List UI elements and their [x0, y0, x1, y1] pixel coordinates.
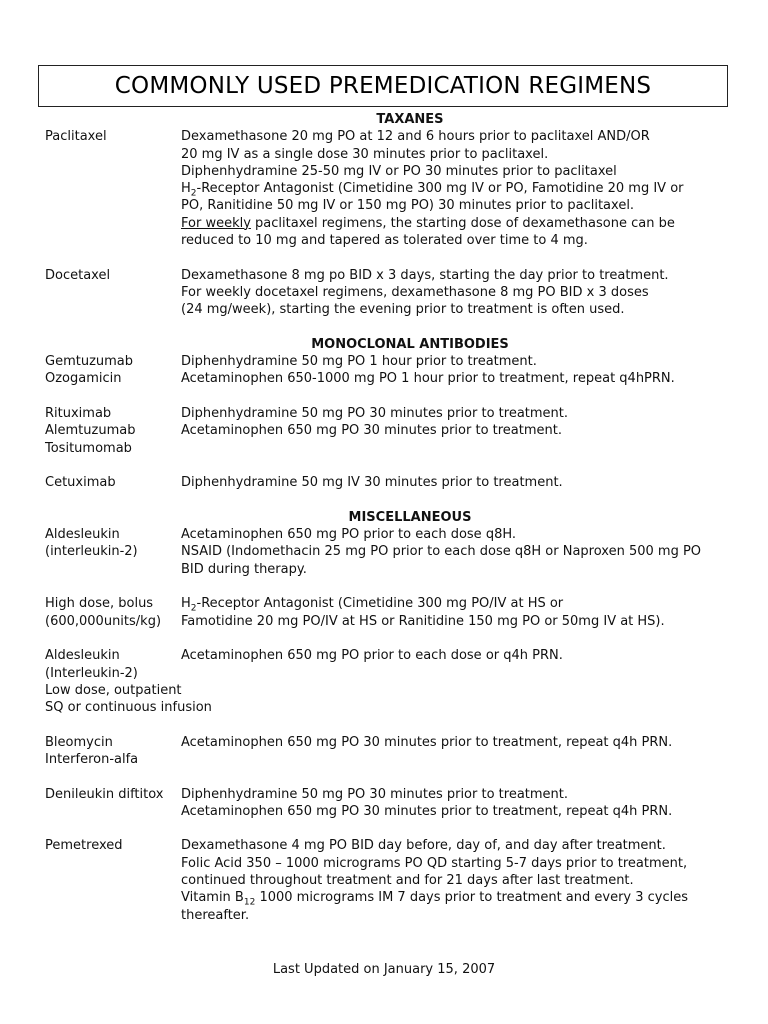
footer-last-updated: Last Updated on January 15, 2007: [272, 962, 496, 977]
drug-name-line: Tositumomab: [45, 440, 132, 456]
spacer: [45, 388, 725, 405]
page-title: COMMONLY USED PREMEDICATION REGIMENS: [114, 73, 652, 99]
regimen-line: Dexamethasone 20 mg PO at 12 and 6 hours prior to paclitaxel AND/OR: [181, 129, 650, 145]
regimen-row-denileukin: [45, 786, 725, 821]
drug-name-line: Denileukin diftitox: [45, 786, 164, 802]
regimen-text-fragment: -Receptor Antagonist (Cimetidine 300 mg IV or PO, Famotidine 20 mg IV or: [196, 181, 684, 197]
regimen-text: [181, 353, 725, 388]
regimen-line: Acetaminophen 650 mg PO 30 minutes prior to treatment, repeat q4h PRN.: [181, 734, 673, 750]
regimen-line: BID during therapy.: [181, 561, 307, 577]
drug-name-line: High dose, bolus: [45, 596, 154, 612]
drug-name-line: Docetaxel: [45, 267, 111, 283]
drug-name-line: Bleomycin: [45, 734, 113, 750]
drug-name-line: SQ or continuous infusion: [45, 700, 212, 716]
drug-name: [45, 405, 181, 457]
regimen-line: Famotidine 20 mg PO/IV at HS or Ranitidine 150 mg PO or 50mg IV at HS).: [181, 613, 665, 629]
subscript: 2: [190, 603, 197, 614]
regimen-line: Diphenhydramine 50 mg PO 1 hour prior to treatment.: [181, 354, 537, 370]
subscript: 12: [243, 897, 256, 908]
spacer: [45, 319, 725, 336]
regimen-row-bleomycin: [45, 734, 725, 769]
regimen-line: [181, 889, 725, 906]
drug-name-line: Aldesleukin: [45, 648, 120, 664]
drug-name-line: Paclitaxel: [45, 129, 107, 145]
drug-name-line: (Interleukin-2): [45, 665, 138, 681]
regimen-line: Acetaminophen 650 mg PO prior to each dose q8H.: [181, 527, 517, 543]
regimen-line: Acetaminophen 650-1000 mg PO 1 hour prior to treatment, repeat q4hPRN.: [181, 371, 675, 387]
regimen-line: Dexamethasone 8 mg po BID x 3 days, starting the day prior to treatment.: [181, 267, 669, 283]
regimen-row-gemtuzumab: [45, 353, 725, 388]
regimen-line: thereafter.: [181, 907, 250, 923]
title-box: [38, 65, 728, 107]
regimen-line: (24 mg/week), starting the evening prior to treatment is often used.: [181, 302, 625, 318]
regimen-line: Acetaminophen 650 mg PO 30 minutes prior to treatment, repeat q4h PRN.: [181, 803, 673, 819]
regimen-row-rituximab: [45, 405, 725, 457]
regimen-row-cetuximab: [45, 474, 725, 491]
regimen-line: PO, Ranitidine 50 mg IV or 150 mg PO) 30 minutes prior to paclitaxel.: [181, 198, 635, 214]
spacer: [45, 492, 725, 509]
regimen-row-aldesleukin: [45, 526, 725, 578]
regimen-row-aldesleukin-low-dose: [45, 647, 725, 716]
drug-name-line: Aldesleukin: [45, 527, 120, 543]
regimen-text: [181, 734, 725, 769]
regimen-text-fragment: 1000 micrograms IM 7 days prior to treatment and every 3 cycles: [255, 890, 689, 906]
regimen-line: Acetaminophen 650 mg PO prior to each dose or q4h PRN.: [181, 648, 563, 664]
spacer: [45, 716, 725, 733]
drug-name: [45, 837, 181, 923]
regimen-row-pemetrexed: [45, 837, 725, 923]
regimen-line: Folic Acid 350 – 1000 micrograms PO QD starting 5-7 days prior to treatment,: [181, 855, 688, 871]
drug-name-line: (600,000units/kg): [45, 613, 162, 629]
regimen-text-fragment: H: [181, 181, 191, 197]
regimen-text: [181, 837, 725, 923]
regimen-line: NSAID (Indomethacin 25 mg PO prior to each dose q8H or Naproxen 500 mg PO: [181, 544, 702, 560]
regimen-line: Dexamethasone 4 mg PO BID day before, day of, and day after treatment.: [181, 838, 666, 854]
drug-name-line: Low dose, outpatient: [45, 682, 182, 698]
drug-name-line: Alemtuzumab: [45, 423, 136, 439]
drug-name: [45, 595, 181, 630]
drug-name: [45, 128, 181, 249]
regimen-text-fragment: H: [181, 596, 191, 612]
regimen-line: reduced to 10 mg and tapered as tolerated over time to 4 mg.: [181, 233, 588, 249]
spacer: [45, 820, 725, 837]
spacer: [45, 578, 725, 595]
regimen-content: [45, 111, 725, 924]
regimen-text-fragment: -Receptor Antagonist (Cimetidine 300 mg PO/IV at HS or: [196, 596, 564, 612]
drug-name: [45, 647, 212, 716]
drug-name-line: Ozogamicin: [45, 371, 122, 387]
section-heading-taxanes: TAXANES: [376, 112, 444, 127]
regimen-text: [181, 267, 725, 319]
drug-name-line: Gemtuzumab: [45, 354, 134, 370]
regimen-text-fragment: paclitaxel regimens, the starting dose of dexamethasone can be: [250, 215, 675, 231]
spacer: [45, 768, 725, 785]
regimen-text: [181, 526, 725, 578]
drug-name-line: Cetuximab: [45, 475, 116, 491]
spacer: [45, 457, 725, 474]
drug-name-line: (interleukin-2): [45, 544, 138, 560]
section-heading-misc: MISCELLANEOUS: [348, 509, 472, 525]
drug-name: [45, 353, 181, 388]
regimen-line: Diphenhydramine 50 mg PO 30 minutes prior to treatment.: [181, 786, 569, 802]
regimen-row-high-dose: [45, 595, 725, 630]
subscript: 2: [190, 188, 197, 199]
regimen-line: For weekly docetaxel regimens, dexamethasone 8 mg PO BID x 3 doses: [181, 284, 649, 300]
regimen-row-docetaxel: [45, 267, 725, 319]
spacer: [45, 630, 725, 647]
spacer: [45, 249, 725, 266]
regimen-line: Diphenhydramine 50 mg PO 30 minutes prior to treatment.: [181, 406, 569, 422]
underlined-text: For weekly: [181, 215, 251, 231]
drug-name-line: Interferon-alfa: [45, 751, 139, 767]
regimen-line: continued throughout treatment and for 21 days after last treatment.: [181, 873, 634, 889]
drug-name: [45, 786, 181, 821]
drug-name: [45, 734, 181, 769]
regimen-line: Acetaminophen 650 mg PO 30 minutes prior to treatment.: [181, 423, 562, 439]
regimen-text: [181, 647, 725, 716]
section-heading-monoclonal: MONOCLONAL ANTIBODIES: [311, 336, 509, 352]
regimen-line: Diphenhydramine 25-50 mg IV or PO 30 minutes prior to paclitaxel: [181, 163, 617, 179]
regimen-text: [181, 128, 725, 249]
regimen-text: [181, 474, 725, 491]
drug-name: [45, 526, 181, 578]
regimen-line: [181, 180, 725, 197]
regimen-text: [181, 405, 725, 457]
regimen-line: [181, 595, 725, 612]
regimen-line: Diphenhydramine 50 mg IV 30 minutes prior to treatment.: [181, 475, 563, 491]
drug-name: [45, 267, 181, 319]
regimen-text-fragment: Vitamin B: [181, 890, 244, 906]
drug-name-line: Rituximab: [45, 406, 112, 422]
regimen-line: 20 mg IV as a single dose 30 minutes prior to paclitaxel.: [181, 146, 549, 162]
drug-name-line: Pemetrexed: [45, 838, 123, 854]
regimen-line: [181, 215, 725, 232]
regimen-text: [181, 786, 725, 821]
drug-name: [45, 474, 181, 491]
regimen-row-paclitaxel: [45, 128, 725, 249]
regimen-text: [181, 595, 725, 630]
